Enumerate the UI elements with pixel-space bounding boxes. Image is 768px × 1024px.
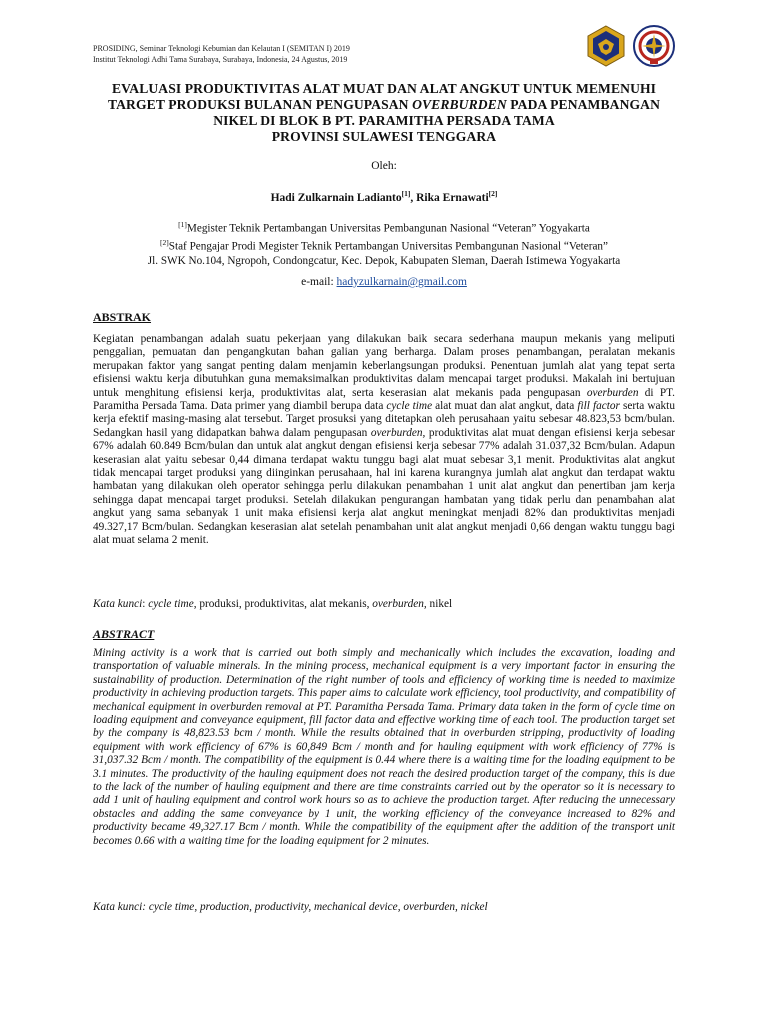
abstract-heading: ABSTRACT: [93, 627, 155, 641]
abstrak-text: di PT. Paramitha Persada Tama. Data primer yang diambil berupa data: [93, 386, 675, 413]
keyword-italic: cycle time: [148, 598, 194, 610]
author-list: [0, 189, 768, 204]
email-line: [0, 276, 768, 288]
title-line-1: EVALUASI PRODUKTIVITAS ALAT MUAT DAN ALAT ANGKUT UNTUK MEMENUHI: [111, 81, 657, 96]
affiliation-1-ref: [1]: [178, 220, 187, 229]
affiliation-1-text: Megister Teknik Pertambangan Universitas Pembangunan Nasional “Veteran” Yogyakarta: [186, 222, 590, 235]
email-label: e-mail:: [301, 276, 337, 288]
author-separator: ,: [410, 191, 417, 204]
abstrak-italic: overburden,: [370, 426, 426, 439]
affiliation-2: [0, 236, 768, 254]
affiliation-1: [0, 218, 768, 236]
affiliations: [0, 218, 768, 268]
keywords-text: , produksi, produktivitas, alat mekanis,: [193, 598, 373, 610]
university-emblem-icon: [584, 24, 628, 68]
author-1-ref: [1]: [401, 189, 411, 198]
title-line-3: NIKEL DI BLOK B PT. PARAMITHA PERSADA TAMA: [213, 113, 555, 128]
abstrak-italic: cycle time: [386, 400, 433, 413]
keywords-text: nikel: [426, 598, 453, 610]
abstrak-text: produktivitas alat muat dengan efisiensi kerja sebesar 67% adalah 60.849 Bcm/bulan dan untuk alat angkut dengan efisiensi kerja sebesar 77% adalah 31.037,32 Bcm/bulan. Adapun keserasian alat yaitu sebesar 0,44 dimana terdapat waktu tunggu bagi alat muat sebesar 3,1 menit. Produktivitas alat angkut tidak mencapai target produksi yang diinginkan perusahaan, hal ini karena kurangnya jumlah alat angkut dan terdapat waktu hambatan yang dilakukan oleh operator sehingga perlu dilakukan penambahan 1 unit alat angkut dan penertiban jam kerja sehingga dapat mencapai target produksi. Setelah dilakukan pengurangan hambatan yang tidak perlu dan penambahan alat angkut yang sama sebanyak 1 unit maka efisiensi kerja alat angkut meningkat menjadi 82% dan produktivitas menjadi 49.327,17 Bcm/bulan. Sedangkan keserasian alat setelah penambahan unit alat angkut menjadi 0,66 dengan waktu tunggu bagi alat muat selama 2 menit.: [93, 426, 675, 547]
by-label: Oleh:: [371, 160, 397, 172]
affiliation-2-ref: [2]: [160, 238, 169, 248]
keywords-label: Kata kunci: [93, 598, 143, 610]
keyword-italic: overburden,: [372, 598, 427, 610]
author-1: Hadi Zulkarnain Ladianto: [270, 191, 402, 204]
title-line-4: PROVINSI SULAWESI TENGGARA: [271, 129, 497, 144]
paper-title: [60, 81, 708, 145]
title-italic-term: OVERBURDEN: [412, 97, 507, 112]
abstrak-italic: fill factor: [577, 400, 620, 413]
institute-emblem-icon: [632, 24, 676, 68]
title-line-2: [60, 97, 708, 113]
email-link[interactable]: hadyzulkarnain@gmail.com: [336, 276, 467, 288]
proceedings-line-2: Institut Teknologi Adhi Tama Surabaya, Surabaya, Indonesia, 24 Agustus, 2019: [93, 55, 348, 64]
abstract-keywords: Kata kunci: cycle time, production, productivity, mechanical device, overburden, nickel: [93, 901, 488, 913]
abstrak-body: [93, 333, 675, 548]
title-text: TARGET PRODUKSI BULANAN PENGUPASAN: [107, 97, 413, 112]
proceedings-line-1: PROSIDING, Seminar Teknologi Kebumian dan Kelautan I (SEMITAN I) 2019: [93, 44, 350, 53]
abstrak-text: Kegiatan penambangan adalah suatu pekerjaan yang dilakukan baik secara sederhana maupun mekanis yang meliputi penggalian, pemuatan dan pengangkutan bahan galian yang berharga. Dalam proses penambangan, peralatan mekanis merupakan faktor yang sangat penting dalam menjamin keberlangsungan produksi. Penentuan jumlah alat yang tepat serta efisiensi waktu kerja dibutuhkan guna memaksimalkan produktivitas dalam mencapai target produksi. Makalah ini bertujuan untuk menghitung efisiensi kerja, produktivitas alat, serta keserasian alat mekanis pada pengupasan: [93, 333, 675, 399]
affiliation-address: Jl. SWK No.104, Ngropoh, Condongcatur, Kec. Depok, Kabupaten Sleman, Daerah Istimewa Yogyakarta: [147, 254, 621, 267]
keywords-colon: :: [142, 598, 149, 610]
abstrak-heading: ABSTRAK: [93, 310, 152, 324]
abstrak-keywords: [93, 598, 675, 611]
abstrak-italic: overburden: [586, 386, 639, 399]
author-2: Rika Ernawati: [416, 191, 489, 204]
proceedings-header: [93, 43, 350, 65]
affiliation-2-text: Staf Pengajar Prodi Megister Teknik Pertambangan Universitas Pembangunan Nasional “Veteran”: [168, 241, 608, 254]
abstrak-text: alat muat dan alat angkut, data: [432, 400, 578, 413]
title-text: PADA PENAMBANGAN: [506, 97, 661, 112]
abstract-body: Mining activity is a work that is carried out both simply and mechanically which includes the excavation, loading and transportation of valuable minerals. In the mining process, mechanical equipment is a very important factor in ensuring the sustainability of production. Determination of the right number of tools and efficiency of working time is needed to maximize productivity in achieving production targets. This paper aims to calculate work efficiency, tool productivity, and compatibility of mechanical equipment in overburden removal at PT. Paramitha Persada Tama. Primary data taken in the form of cycle time on loading equipment and conveyance equipment, fill factor data and effective working time of each tool. The production target set by the company is 48,823.53 bcm / month. While the results obtained that in overburden stripping, productivity of loading equipment with work efficiency of 67% is 60,849 Bcm / month and for hauling equipment with work efficiency of 77% is 31,037.32 Bcm / month. The compatibility of the equipment is 0.44 where there is a waiting time for the loading equipment to be 3.1 minutes. The productivity of the hauling equipment does not reach the desired production target of the company, this is due to the lack of the number of hauling equipment and there are time constraints carried out by the operator so it is necessary to add 1 unit of hauling equipment and control work hours so as to achieve the production target. After reducing the unnecessary obstacles and adding the same conveyance by 1 unit, the working efficiency of the conveyance increased to 82% and productivity became 49,327.17 Bcm / month. While the compatibility of the equipment after the addition of the transport unit becomes 0.66 with a waiting time for the loading equipment for 2 minutes.: [93, 647, 675, 847]
header-logos: [584, 24, 676, 68]
abstrak-text: serta waktu kerja efektif masing-masing alat tersebut. Target prosuksi yang ditetapkan oleh perusahaan yaitu sebesar 48.823,53 bcm/bulan. Sedangkan hasil yang didapatkan bahwa dalam pengupasan: [93, 400, 675, 439]
author-2-ref: [2]: [488, 189, 498, 198]
